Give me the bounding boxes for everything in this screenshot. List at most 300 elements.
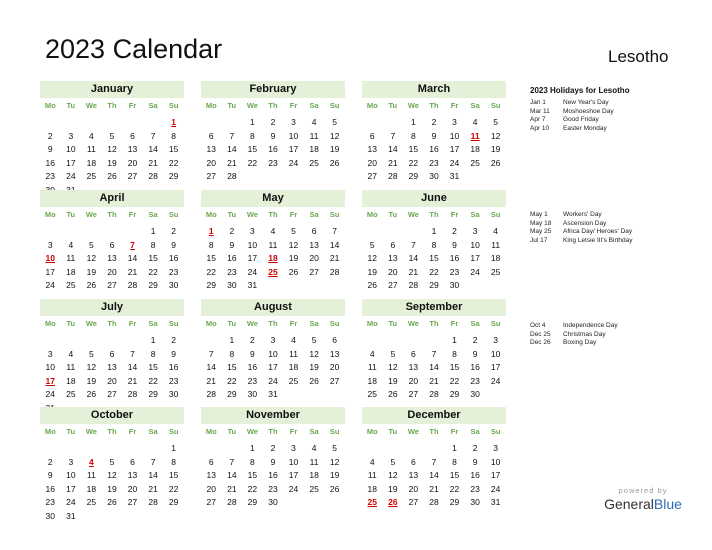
empty-day xyxy=(424,334,445,348)
holiday-name: Africa Day/ Heroes' Day xyxy=(563,228,633,235)
day-cell: 3 xyxy=(472,226,478,236)
day-cell: 16 xyxy=(168,362,179,372)
holiday-name: Easter Monday xyxy=(563,124,607,132)
day-cell: 13 xyxy=(367,144,378,154)
day-cell: 10 xyxy=(66,470,76,480)
day-cell: 25 xyxy=(86,497,97,507)
day-cell: 15 xyxy=(449,470,460,480)
month-february xyxy=(201,81,345,184)
weekday-header xyxy=(40,208,184,222)
day-cell: 4 xyxy=(493,226,499,236)
day-cell: 3 xyxy=(68,456,74,467)
holiday-day: 4 xyxy=(89,456,94,467)
empty-day xyxy=(122,225,143,239)
day-cell: 23 xyxy=(449,266,460,277)
weekday-header xyxy=(362,425,506,439)
day-cell: 1 xyxy=(411,117,416,127)
empty-day xyxy=(122,334,143,348)
weekday-label: Th xyxy=(107,319,117,328)
empty-day xyxy=(143,116,164,130)
day-cell: 12 xyxy=(388,362,398,372)
day-grid xyxy=(362,116,506,184)
weekday-label: Mo xyxy=(205,427,217,436)
day-cell: 15 xyxy=(227,362,237,372)
weekday-label: We xyxy=(407,101,419,110)
empty-day xyxy=(362,116,383,130)
day-cell: 12 xyxy=(107,470,117,480)
weekday-label: We xyxy=(246,427,258,436)
day-cell: 3 xyxy=(68,130,74,141)
empty-day xyxy=(403,334,424,348)
weekday-label: Mo xyxy=(366,210,378,219)
day-cell: 8 xyxy=(452,456,457,467)
empty-day xyxy=(61,225,82,239)
day-cell: 5 xyxy=(89,348,94,359)
weekday-header xyxy=(362,99,506,113)
day-cell: 31 xyxy=(449,171,460,181)
holiday-name: Good Friday xyxy=(563,116,599,123)
day-cell: 14 xyxy=(227,470,237,480)
weekday-label: Fr xyxy=(289,427,298,436)
day-cell: 28 xyxy=(429,389,439,399)
day-cell: 17 xyxy=(66,483,76,494)
day-cell: 6 xyxy=(208,456,214,467)
day-grid xyxy=(40,116,184,197)
day-cell: 11 xyxy=(86,470,96,480)
day-cell: 2 xyxy=(47,130,53,141)
day-cell: 14 xyxy=(388,144,398,154)
day-cell: 8 xyxy=(229,348,235,359)
day-cell: 9 xyxy=(171,239,177,250)
weekday-label: Su xyxy=(329,319,340,328)
empty-day xyxy=(61,442,82,456)
weekday-label: Fr xyxy=(289,101,298,110)
day-cell: 20 xyxy=(408,375,419,386)
day-cell: 1 xyxy=(452,335,457,345)
weekday-label: We xyxy=(85,101,97,110)
month-name: April xyxy=(40,190,184,207)
holiday-date: Apr 10 xyxy=(530,124,550,132)
day-cell: 10 xyxy=(268,348,278,359)
weekday-label: Fr xyxy=(450,427,459,436)
weekday-label: Th xyxy=(429,101,439,110)
brand-logo: GeneralBlue xyxy=(604,496,682,512)
day-grid xyxy=(362,442,506,510)
empty-day xyxy=(61,116,82,130)
empty-day xyxy=(362,442,383,456)
day-cell: 12 xyxy=(388,470,398,480)
weekday-label: Th xyxy=(429,319,439,328)
day-cell: 18 xyxy=(367,375,378,386)
weekday-label: Tu xyxy=(388,427,398,436)
day-cell: 26 xyxy=(388,389,398,399)
day-cell: 21 xyxy=(329,253,340,263)
weekday-label: Sa xyxy=(309,427,319,436)
day-cell: 10 xyxy=(288,456,299,467)
day-cell: 8 xyxy=(431,239,437,250)
day-cell: 18 xyxy=(309,470,319,480)
weekday-label: Sa xyxy=(470,319,480,328)
day-cell: 6 xyxy=(130,130,135,141)
holiday-date: May 18 xyxy=(530,219,552,227)
weekday-label: Tu xyxy=(66,319,76,328)
empty-day xyxy=(403,225,424,239)
day-cell: 28 xyxy=(388,171,398,181)
day-cell: 4 xyxy=(68,348,74,359)
day-cell: 22 xyxy=(449,375,460,386)
holiday-name: Moshoeshoe Day xyxy=(563,107,614,115)
weekday-header xyxy=(40,425,184,439)
day-cell: 24 xyxy=(45,389,56,399)
day-cell: 10 xyxy=(490,456,501,467)
day-cell: 6 xyxy=(411,456,416,467)
holiday-row xyxy=(530,339,705,348)
day-cell: 10 xyxy=(66,144,76,154)
day-cell: 17 xyxy=(470,253,480,263)
day-cell: 26 xyxy=(329,483,340,494)
day-cell: 19 xyxy=(490,144,501,154)
day-cell: 23 xyxy=(168,375,179,386)
weekday-label: Mo xyxy=(366,319,378,328)
day-cell: 31 xyxy=(490,497,501,507)
day-cell: 17 xyxy=(490,470,501,480)
empty-day xyxy=(201,334,222,348)
day-cell: 28 xyxy=(227,497,237,507)
day-cell: 11 xyxy=(86,144,96,154)
day-cell: 29 xyxy=(206,280,217,290)
day-cell: 14 xyxy=(429,470,439,480)
day-cell: 21 xyxy=(127,375,138,386)
day-cell: 16 xyxy=(45,157,56,168)
day-cell: 6 xyxy=(109,239,115,250)
day-cell: 1 xyxy=(150,226,156,236)
weekday-label: We xyxy=(85,210,97,219)
empty-day xyxy=(40,334,61,348)
weekday-label: We xyxy=(407,210,419,219)
day-cell: 11 xyxy=(491,239,501,250)
day-cell: 18 xyxy=(66,266,76,277)
day-cell: 9 xyxy=(472,348,478,359)
day-cell: 10 xyxy=(288,130,299,141)
day-cell: 9 xyxy=(452,239,457,250)
empty-day xyxy=(201,442,222,456)
weekday-label: Fr xyxy=(128,319,137,328)
day-cell: 9 xyxy=(270,130,276,141)
holiday-name: Boxing Day xyxy=(563,339,597,346)
day-cell: 24 xyxy=(66,171,76,181)
day-cell: 27 xyxy=(367,171,378,181)
holiday-day: 10 xyxy=(45,253,56,263)
month-name: May xyxy=(201,190,345,207)
holiday-day: 17 xyxy=(45,375,56,386)
day-cell: 14 xyxy=(127,253,138,263)
day-cell: 29 xyxy=(168,497,179,507)
weekday-label: Su xyxy=(490,427,501,436)
day-cell: 2 xyxy=(270,117,276,127)
weekday-label: Sa xyxy=(470,210,480,219)
day-cell: 19 xyxy=(107,483,117,494)
day-cell: 11 xyxy=(289,348,298,359)
day-cell: 20 xyxy=(367,157,378,168)
day-cell: 19 xyxy=(329,470,340,480)
day-cell: 2 xyxy=(171,335,177,345)
holiday-row xyxy=(530,116,705,125)
day-cell: 9 xyxy=(229,239,235,250)
day-cell: 30 xyxy=(429,171,439,181)
holiday-day: 1 xyxy=(171,117,177,127)
weekday-label: Fr xyxy=(128,427,137,436)
weekday-header xyxy=(362,317,506,331)
day-cell: 21 xyxy=(227,483,237,494)
empty-day xyxy=(81,225,102,239)
day-cell: 12 xyxy=(86,362,97,372)
day-cell: 17 xyxy=(66,157,76,168)
day-cell: 11 xyxy=(309,456,319,467)
day-cell: 22 xyxy=(429,266,439,277)
day-cell: 7 xyxy=(332,226,338,236)
month-march xyxy=(362,81,506,184)
day-grid xyxy=(362,334,506,402)
day-cell: 18 xyxy=(309,144,319,154)
day-cell: 26 xyxy=(288,266,299,277)
day-cell: 29 xyxy=(449,389,460,399)
weekday-label: Th xyxy=(107,210,117,219)
weekday-label: Th xyxy=(107,101,117,110)
weekday-label: Sa xyxy=(470,101,480,110)
day-cell: 1 xyxy=(250,117,255,127)
day-cell: 15 xyxy=(449,362,460,372)
day-cell: 20 xyxy=(127,157,138,168)
day-cell: 2 xyxy=(452,226,457,236)
day-cell: 30 xyxy=(449,280,460,290)
weekday-label: Mo xyxy=(44,101,56,110)
day-cell: 19 xyxy=(86,266,97,277)
day-cell: 6 xyxy=(390,239,396,250)
weekday-label: We xyxy=(407,319,419,328)
weekday-label: Fr xyxy=(450,319,459,328)
day-cell: 16 xyxy=(470,362,480,372)
day-cell: 1 xyxy=(229,335,235,345)
day-cell: 3 xyxy=(493,443,499,453)
day-cell: 27 xyxy=(127,497,138,507)
empty-day xyxy=(222,116,243,130)
day-cell: 24 xyxy=(449,157,460,168)
weekday-label: Tu xyxy=(66,427,76,436)
day-cell: 5 xyxy=(311,335,317,345)
day-cell: 16 xyxy=(449,253,460,263)
day-cell: 20 xyxy=(107,375,117,386)
day-cell: 23 xyxy=(168,266,179,277)
weekday-label: Tu xyxy=(388,101,398,110)
day-grid xyxy=(201,442,345,510)
weekday-label: Su xyxy=(490,210,501,219)
weekday-header xyxy=(201,425,345,439)
day-cell: 17 xyxy=(288,144,299,154)
weekday-label: We xyxy=(246,210,258,219)
day-cell: 18 xyxy=(288,362,299,372)
holiday-name: Ascension Day xyxy=(563,219,607,227)
day-cell: 4 xyxy=(369,456,375,467)
day-cell: 16 xyxy=(247,362,258,372)
day-cell: 15 xyxy=(148,362,158,372)
holiday-row xyxy=(530,331,705,340)
month-name: August xyxy=(201,299,345,316)
day-cell: 8 xyxy=(250,130,255,141)
month-name: July xyxy=(40,299,184,316)
day-cell: 29 xyxy=(227,389,237,399)
day-cell: 19 xyxy=(288,253,299,263)
day-cell: 26 xyxy=(86,280,97,290)
day-cell: 5 xyxy=(369,239,375,250)
day-cell: 24 xyxy=(66,497,76,507)
day-cell: 27 xyxy=(206,497,217,507)
day-cell: 13 xyxy=(408,470,419,480)
day-cell: 6 xyxy=(411,348,416,359)
day-cell: 12 xyxy=(309,348,319,359)
day-cell: 7 xyxy=(150,130,156,141)
day-cell: 25 xyxy=(309,157,319,168)
holiday-date: Dec 26 xyxy=(530,339,551,346)
day-cell: 22 xyxy=(168,483,179,494)
weekday-label: Su xyxy=(329,427,340,436)
day-cell: 13 xyxy=(206,470,217,480)
weekday-label: Th xyxy=(429,210,439,219)
holiday-day: 7 xyxy=(130,239,135,250)
day-cell: 21 xyxy=(408,266,419,277)
day-cell: 26 xyxy=(309,375,319,386)
day-cell: 19 xyxy=(329,144,340,154)
empty-day xyxy=(122,116,143,130)
day-cell: 10 xyxy=(470,239,480,250)
day-cell: 20 xyxy=(329,362,340,372)
day-cell: 8 xyxy=(411,130,416,141)
day-cell: 8 xyxy=(150,239,156,250)
day-cell: 11 xyxy=(309,130,319,141)
day-cell: 18 xyxy=(86,483,97,494)
day-cell: 23 xyxy=(247,375,258,386)
day-cell: 18 xyxy=(470,144,480,154)
weekday-label: Th xyxy=(268,210,278,219)
day-cell: 4 xyxy=(68,239,74,250)
day-cell: 3 xyxy=(291,117,296,127)
day-cell: 26 xyxy=(107,171,117,181)
empty-day xyxy=(40,225,61,239)
day-cell: 17 xyxy=(247,253,258,263)
day-cell: 21 xyxy=(429,483,439,494)
holiday-row xyxy=(530,125,705,134)
day-cell: 14 xyxy=(148,144,158,154)
day-cell: 13 xyxy=(107,362,117,372)
day-cell: 26 xyxy=(367,280,378,290)
holiday-name: Independence Day xyxy=(563,322,618,329)
holiday-row xyxy=(530,108,705,117)
weekday-label: Sa xyxy=(309,319,319,328)
day-cell: 15 xyxy=(247,144,258,154)
day-cell: 5 xyxy=(332,117,338,127)
day-cell: 29 xyxy=(408,171,419,181)
day-cell: 14 xyxy=(127,362,138,372)
day-cell: 19 xyxy=(309,362,319,372)
holiday-list-title: 2023 Holidays for Lesotho xyxy=(530,86,630,95)
day-cell: 2 xyxy=(472,335,478,345)
day-cell: 9 xyxy=(47,144,53,154)
weekday-label: We xyxy=(246,319,258,328)
day-cell: 17 xyxy=(288,470,299,480)
day-cell: 29 xyxy=(148,280,158,290)
day-cell: 28 xyxy=(429,497,439,507)
day-cell: 9 xyxy=(47,470,53,480)
day-cell: 19 xyxy=(367,266,378,277)
month-name: January xyxy=(40,81,184,98)
day-cell: 4 xyxy=(270,226,276,236)
day-cell: 4 xyxy=(89,130,94,141)
holiday-day: 11 xyxy=(470,130,480,141)
day-cell: 18 xyxy=(66,375,76,386)
weekday-label: Th xyxy=(268,101,278,110)
day-cell: 31 xyxy=(66,510,76,521)
day-cell: 28 xyxy=(408,280,419,290)
day-cell: 8 xyxy=(208,239,214,250)
day-cell: 19 xyxy=(388,483,398,494)
day-cell: 3 xyxy=(493,335,499,345)
day-cell: 1 xyxy=(431,226,437,236)
day-cell: 23 xyxy=(268,483,278,494)
month-october xyxy=(40,407,184,523)
day-cell: 13 xyxy=(329,348,340,359)
empty-day xyxy=(61,334,82,348)
day-cell: 11 xyxy=(66,253,76,263)
day-cell: 29 xyxy=(168,171,179,181)
day-cell: 21 xyxy=(429,375,439,386)
day-cell: 13 xyxy=(388,253,398,263)
day-cell: 18 xyxy=(490,253,501,263)
month-september xyxy=(362,299,506,402)
month-name: February xyxy=(201,81,345,98)
day-cell: 12 xyxy=(329,456,340,467)
day-cell: 1 xyxy=(171,443,177,453)
country-name: Lesotho xyxy=(608,47,669,66)
day-cell: 6 xyxy=(109,348,115,359)
day-cell: 8 xyxy=(452,348,457,359)
weekday-label: Tu xyxy=(388,319,398,328)
day-cell: 11 xyxy=(66,362,76,372)
weekday-label: Mo xyxy=(205,101,217,110)
holiday-date: Apr 7 xyxy=(530,116,546,123)
day-cell: 7 xyxy=(229,456,235,467)
day-cell: 9 xyxy=(431,130,437,141)
day-cell: 28 xyxy=(127,389,138,399)
day-cell: 11 xyxy=(367,362,377,372)
weekday-label: Fr xyxy=(450,101,459,110)
weekday-label: Sa xyxy=(470,427,480,436)
day-cell: 3 xyxy=(47,239,53,250)
weekday-label: Su xyxy=(329,210,340,219)
day-grid xyxy=(40,225,184,293)
day-cell: 27 xyxy=(408,497,419,507)
day-cell: 16 xyxy=(429,144,439,154)
day-cell: 25 xyxy=(288,375,299,386)
day-cell: 3 xyxy=(270,335,276,345)
holiday-date: May 25 xyxy=(530,228,552,235)
day-cell: 30 xyxy=(168,280,179,290)
weekday-label: Su xyxy=(168,427,179,436)
weekday-label: Sa xyxy=(148,427,158,436)
weekday-header xyxy=(40,317,184,331)
day-cell: 26 xyxy=(329,157,340,168)
day-cell: 15 xyxy=(168,470,179,480)
day-cell: 2 xyxy=(171,226,177,236)
day-cell: 20 xyxy=(408,483,419,494)
